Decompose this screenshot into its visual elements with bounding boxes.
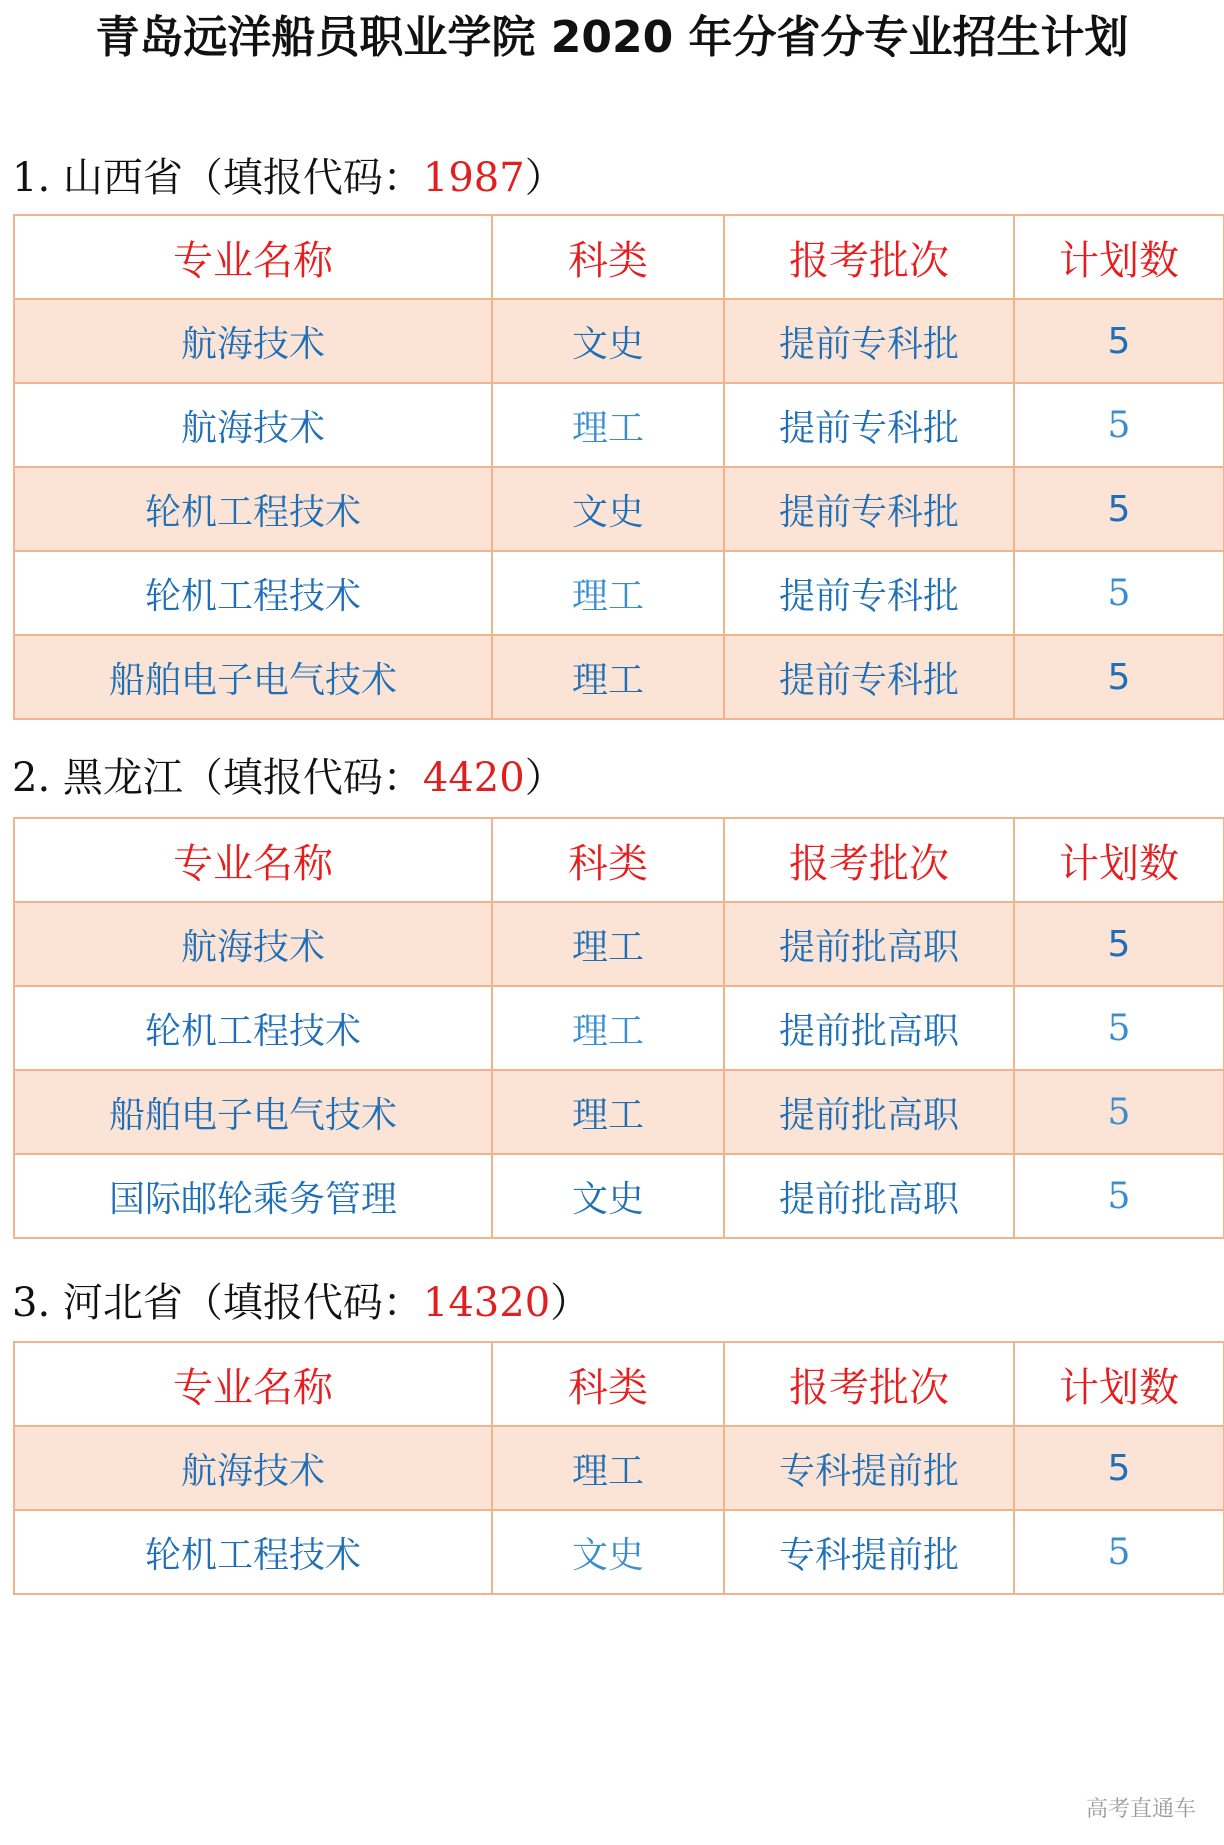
cell-major: 轮机工程技术 <box>14 551 492 635</box>
fill-code: 14320 <box>422 1280 551 1326</box>
column-header-major: 专业名称 <box>14 1342 492 1426</box>
cell-batch: 提前专科批 <box>724 299 1014 383</box>
cell-plan: 5 <box>1014 299 1224 383</box>
cell-category: 理工 <box>492 551 724 635</box>
section-heading-shanxi <box>12 150 565 206</box>
cell-plan: 5 <box>1014 467 1224 551</box>
table-header-row <box>14 215 1224 299</box>
table-row <box>14 383 1224 467</box>
column-header-plan: 计划数 <box>1014 215 1224 299</box>
fill-code: 1987 <box>422 155 525 201</box>
table-row <box>14 1154 1224 1238</box>
section-heading-heilongjiang <box>12 750 565 806</box>
column-header-major: 专业名称 <box>14 818 492 902</box>
cell-category: 文史 <box>492 1510 724 1594</box>
section-heading-text: 3. 河北省（填报代码： <box>12 1280 423 1326</box>
cell-major: 航海技术 <box>14 1426 492 1510</box>
cell-plan: 5 <box>1014 383 1224 467</box>
fill-code: 4420 <box>422 755 525 801</box>
table-row <box>14 986 1224 1070</box>
cell-category: 理工 <box>492 986 724 1070</box>
cell-batch: 提前批高职 <box>724 986 1014 1070</box>
cell-category: 理工 <box>492 635 724 719</box>
cell-plan: 5 <box>1014 1510 1224 1594</box>
section-heading-close: ） <box>524 755 565 801</box>
plan-table-hebei <box>13 1341 1224 1595</box>
cell-category: 文史 <box>492 467 724 551</box>
cell-category: 理工 <box>492 1070 724 1154</box>
cell-major: 轮机工程技术 <box>14 1510 492 1594</box>
table-row <box>14 551 1224 635</box>
cell-batch: 提前专科批 <box>724 635 1014 719</box>
cell-plan: 5 <box>1014 1426 1224 1510</box>
cell-batch: 提前批高职 <box>724 1070 1014 1154</box>
table-row <box>14 1070 1224 1154</box>
plan-table-shanxi <box>13 214 1224 720</box>
cell-category: 文史 <box>492 299 724 383</box>
cell-major: 轮机工程技术 <box>14 986 492 1070</box>
table-row <box>14 467 1224 551</box>
cell-category: 理工 <box>492 902 724 986</box>
section-heading-text: 2. 黑龙江（填报代码： <box>12 755 423 801</box>
section-heading-close: ） <box>524 155 565 201</box>
cell-category: 理工 <box>492 1426 724 1510</box>
cell-batch: 提前批高职 <box>724 902 1014 986</box>
cell-major: 轮机工程技术 <box>14 467 492 551</box>
cell-category: 文史 <box>492 1154 724 1238</box>
column-header-batch: 报考批次 <box>724 1342 1014 1426</box>
cell-plan: 5 <box>1014 551 1224 635</box>
table-row <box>14 299 1224 383</box>
table-row <box>14 635 1224 719</box>
cell-major: 航海技术 <box>14 383 492 467</box>
cell-major: 国际邮轮乘务管理 <box>14 1154 492 1238</box>
cell-batch: 提前专科批 <box>724 551 1014 635</box>
cell-plan: 5 <box>1014 986 1224 1070</box>
column-header-category: 科类 <box>492 818 724 902</box>
cell-batch: 专科提前批 <box>724 1510 1014 1594</box>
cell-batch: 提前批高职 <box>724 1154 1014 1238</box>
section-heading-hebei <box>12 1275 590 1331</box>
section-heading-text: 1. 山西省（填报代码： <box>12 155 423 201</box>
cell-category: 理工 <box>492 383 724 467</box>
column-header-category: 科类 <box>492 215 724 299</box>
table-row <box>14 1426 1224 1510</box>
column-header-batch: 报考批次 <box>724 818 1014 902</box>
table-header-row <box>14 1342 1224 1426</box>
plan-table-heilongjiang <box>13 817 1224 1239</box>
section-heading-close: ） <box>550 1280 591 1326</box>
cell-batch: 提前专科批 <box>724 467 1014 551</box>
table-header-row <box>14 818 1224 902</box>
cell-plan: 5 <box>1014 902 1224 986</box>
cell-major: 船舶电子电气技术 <box>14 1070 492 1154</box>
column-header-plan: 计划数 <box>1014 818 1224 902</box>
cell-plan: 5 <box>1014 1154 1224 1238</box>
table-row <box>14 902 1224 986</box>
cell-batch: 专科提前批 <box>724 1426 1014 1510</box>
watermark-text: 高考直通车 <box>1086 1797 1197 1822</box>
table-row <box>14 1510 1224 1594</box>
column-header-plan: 计划数 <box>1014 1342 1224 1426</box>
cell-major: 航海技术 <box>14 902 492 986</box>
cell-major: 航海技术 <box>14 299 492 383</box>
cell-batch: 提前专科批 <box>724 383 1014 467</box>
column-header-major: 专业名称 <box>14 215 492 299</box>
cell-plan: 5 <box>1014 635 1224 719</box>
column-header-batch: 报考批次 <box>724 215 1014 299</box>
cell-plan: 5 <box>1014 1070 1224 1154</box>
document-title: 青岛远洋船员职业学院 2020 年分省分专业招生计划 <box>95 12 1129 63</box>
cell-major: 船舶电子电气技术 <box>14 635 492 719</box>
column-header-category: 科类 <box>492 1342 724 1426</box>
